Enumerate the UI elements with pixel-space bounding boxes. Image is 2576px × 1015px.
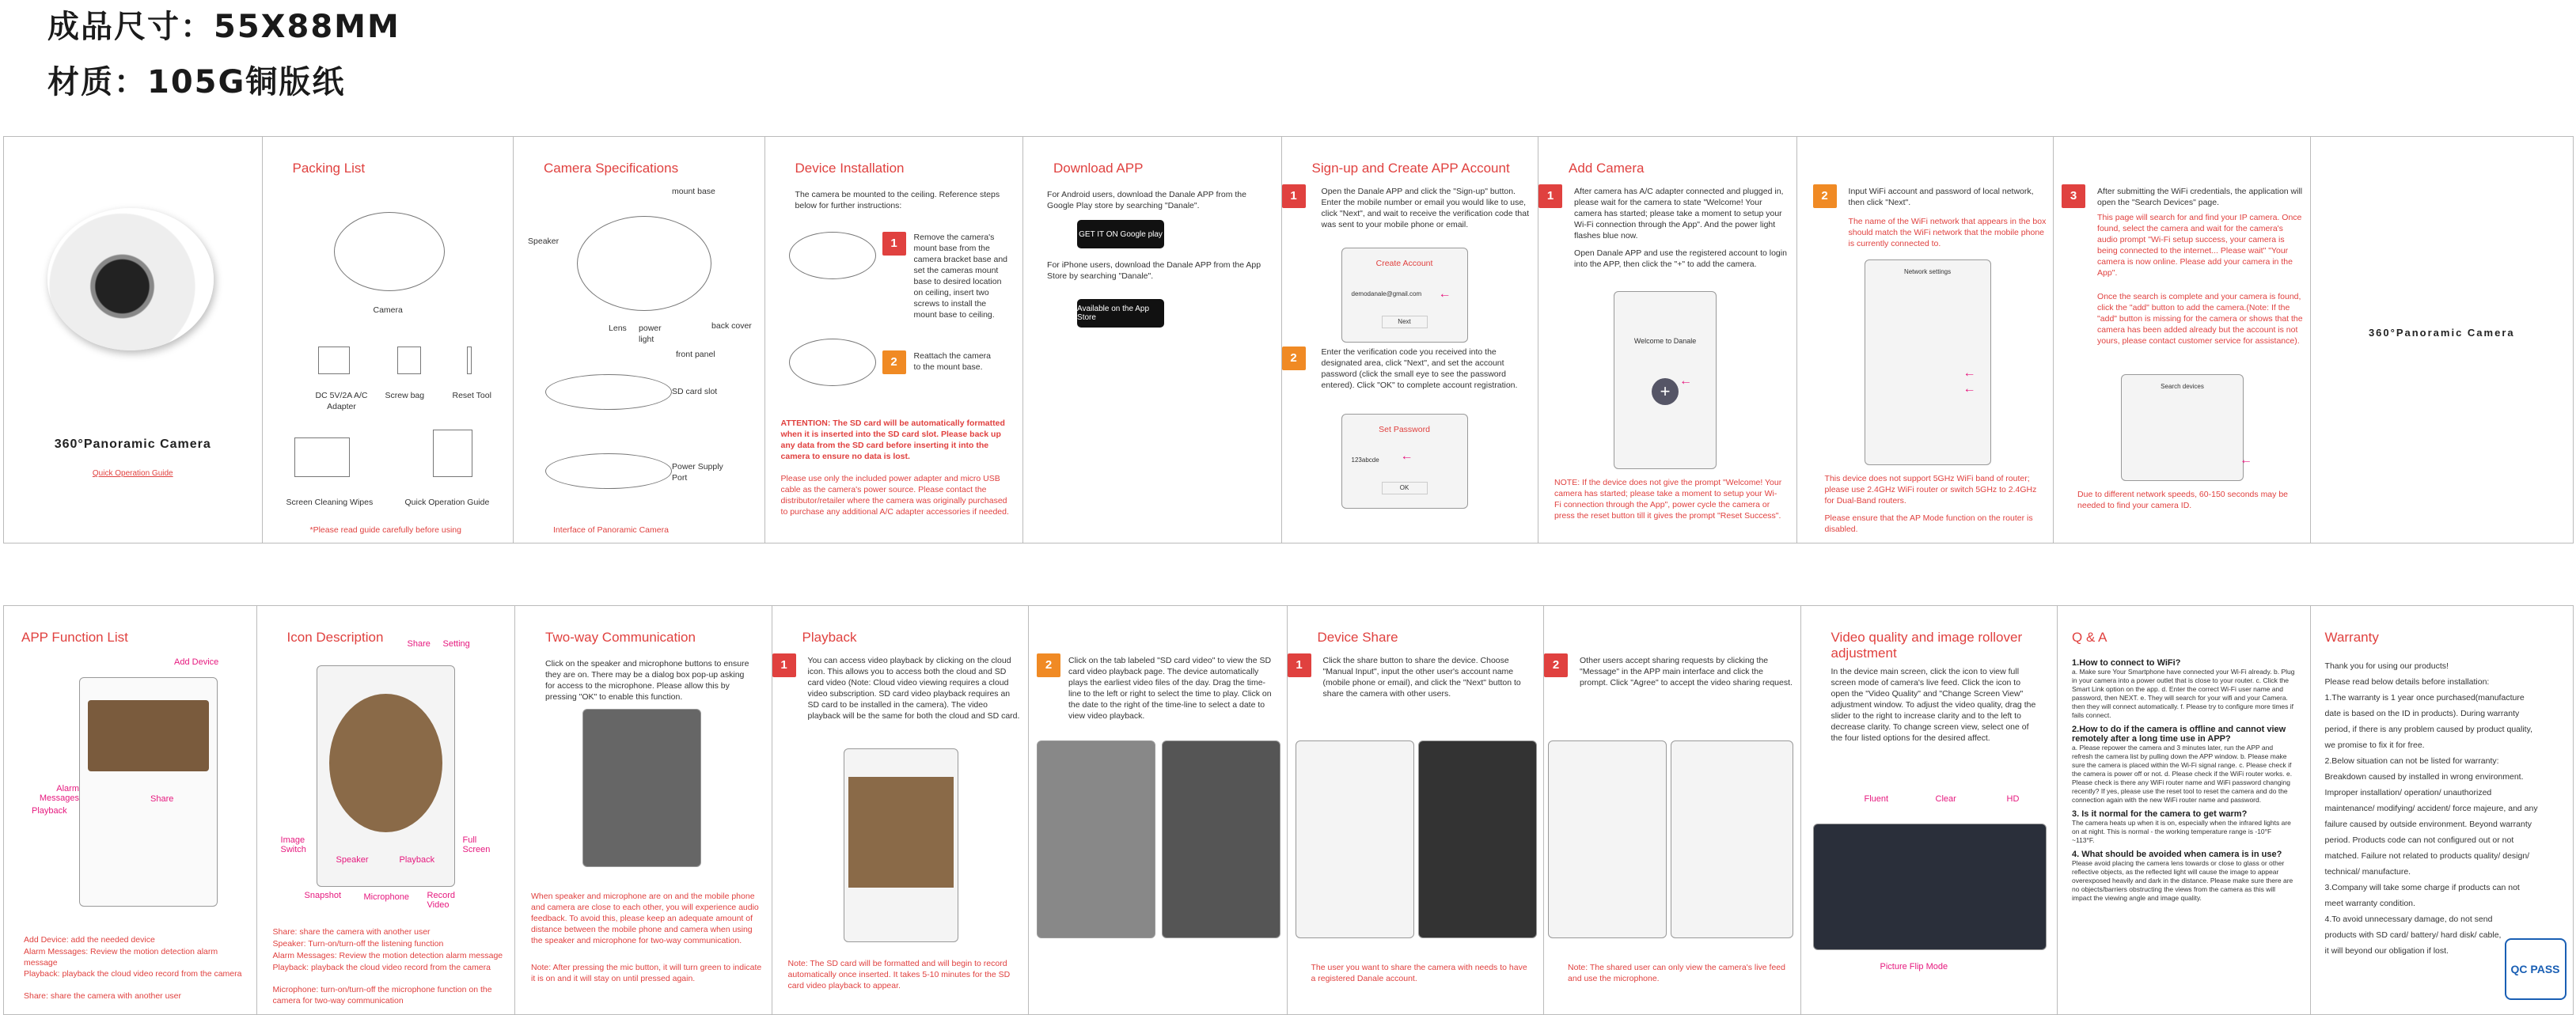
message-screen: [1548, 740, 1667, 938]
panel-devshare: [1288, 606, 1545, 1014]
icon-playback: Playback: [399, 855, 435, 865]
accept-red: Note: The shared user can only view the camera's live feed and use the microphone.: [1568, 963, 1785, 983]
download-android: For Android users, download the Danale APP from the Google Play store by searching "Danale".: [1047, 190, 1246, 210]
panel-qa: [2058, 606, 2311, 1014]
install-step2: Reattach the camera to the mount base.: [913, 351, 991, 372]
sd-label: Search devices: [2161, 383, 2204, 390]
icon-full: Full Screen: [462, 835, 491, 854]
panel-specs: [514, 137, 765, 543]
wifi-note2: Please ensure that the AP Mode function on the router is disabled.: [1824, 513, 2033, 534]
panel-func: [4, 606, 257, 1014]
specs-title: Camera Specifications: [544, 161, 679, 176]
email-value: demodanale@gmail.com: [1351, 290, 1422, 297]
quality-screen: [1813, 824, 2047, 950]
setpw-label: Set Password: [1379, 425, 1430, 434]
sd-video-screen: [1037, 740, 1155, 938]
spec-back: back cover: [711, 321, 752, 331]
spec-front: front panel: [676, 350, 715, 359]
specs-camera-drawing: [577, 216, 711, 311]
packing-guide: Quick Operation Guide: [404, 498, 490, 507]
qa-q4: 4. What should be avoided when camera is in use?: [2072, 850, 2282, 859]
spec-speaker: Speaker: [528, 237, 560, 246]
addcam-note: NOTE: If the device does not give the prompt "Welcome! Your camera has started; please take a moment to setup your Wi-Fi connection through the App", power cycle the camera or press the reset button till it gives the prompt "Reset Success".: [1554, 478, 1782, 521]
step-2-badge: 2: [882, 350, 906, 374]
pw-arrow-icon: ←: [1400, 449, 1413, 463]
icon-l4: Playback: playback the cloud video record from the camera: [272, 963, 491, 972]
playback-title: Playback: [802, 630, 857, 645]
warranty-title: Warranty: [2324, 630, 2379, 645]
icon-l2: Speaker: Turn-on/turn-off the listening function: [272, 939, 444, 949]
email-arrow-icon: ←: [1438, 287, 1451, 301]
download-ios: For iPhone users, download the Danale APP from the App Store by searching "Danale".: [1047, 260, 1261, 281]
add-arrow-icon: ←: [2240, 453, 2253, 467]
func-l2: Alarm Messages: Review the motion detection alarm message: [24, 947, 218, 968]
addcam-step1-badge: 1: [1538, 184, 1562, 208]
icon-image-switch: Image Switch: [280, 835, 306, 854]
twoway-red2: Note: After pressing the mic button, it will turn green to indicate it is on and it will stay on until pressed again.: [531, 963, 762, 983]
screw-icon: [397, 347, 421, 374]
wifi-note1: This device does not support 5GHz WiFi band of router; please use 2.4GHz WiFi router or switch 5GHz to 2.4GHz for Dual-Band routers.: [1824, 474, 2037, 506]
google-play-button[interactable]: GET IT ON Google play: [1077, 220, 1164, 248]
icon-l5: Microphone: turn-on/turn-off the microphone function on the camera for two-way communication: [272, 985, 492, 1006]
search-devices-screen: [2121, 374, 2244, 481]
row-bottom: [3, 605, 2574, 1015]
func-preview-image: [88, 700, 209, 771]
addcam-step1: After camera has A/C adapter connected and plugged in, please wait for the camera to state "Welcome! Your camera has started; please take a moment to setup your Wi-Fi connection through the App". And the power light flashes blue now.: [1574, 187, 1784, 240]
plus-arrow-icon: ←: [1679, 374, 1693, 388]
func-phone: [79, 677, 218, 907]
panel-signup: [1282, 137, 1539, 543]
ok-button[interactable]: OK: [1382, 482, 1428, 494]
header-material: 材质：105G铜版纸: [47, 64, 346, 100]
app-store-button[interactable]: Available on the App Store: [1077, 299, 1164, 328]
playback-phone: [844, 748, 958, 942]
panel-search: [2054, 137, 2311, 543]
twoway-red: When speaker and microphone are on and the mobile phone and camera are close to each other, you will experience audio feedback. To avoid this, please keep an adequate amount of distance between the mobile phone and camera when using the speaker and microphone for two-way communication.: [531, 892, 759, 945]
sdtab-text: Click on the tab labeled "SD card video" to view the SD card video playback page. The device automatically plays the earliest video files of the day. Drag the time-line to the left or right to select the time to play. Click on the date to the right of the time-line to select a date to view video playback.: [1068, 656, 1272, 721]
icon-setting-label: Setting: [442, 639, 470, 649]
quality-flip: Picture Flip Mode: [1880, 962, 1948, 971]
func-l3: Playback: playback the cloud video record from the camera: [24, 969, 242, 979]
qa-a1: a. Make sure Your Smartphone have connected your Wi-Fi already. b. Plug in your camera into a power outlet that is close to your router. c. Click the Smart Link option on the app. d. Enter the correct Wi-Fi user name and password, then NEXT. e. They will search for your wifi and your Camera. then they will connect automatically. f. Please try to configure more times if fails connect.: [2072, 668, 2295, 719]
camera-image: [47, 208, 214, 350]
panel-download: [1023, 137, 1282, 543]
mount-drawing: [789, 232, 876, 279]
cover-subtitle: Quick Operation Guide: [92, 469, 173, 478]
playback-badge: 1: [772, 653, 796, 677]
add-plus-icon[interactable]: +: [1652, 378, 1679, 405]
qa-q2: 2.How to do if the camera is offline and cannot view remotely after a long time use in APP?: [2072, 725, 2286, 744]
net-label: Network settings: [1903, 268, 1952, 275]
panel-sdtab: [1029, 606, 1288, 1014]
warranty-thanks: Thank you for using our products!: [2324, 661, 2449, 671]
packing-wipes: Screen Cleaning Wipes: [286, 498, 374, 507]
qa-a4: Please avoid placing the camera lens towards or close to glass or other reflective objects, as the reflected light will cause the image to appear overexposed heavily and dark in the distance. Please make sure there are no objects/barriers obstructing the views from the camera as this will impact the viewing angle and image quality.: [2072, 859, 2293, 902]
signup-step2: Enter the verification code you received into the designated area, click "Next", and set the account password (click the small eye to see the password entered). Click "OK" to complete account registration.: [1321, 347, 1518, 390]
panel-quality: [1801, 606, 2058, 1014]
packing-reset: Reset Tool: [452, 391, 491, 400]
welcome-label: Welcome to Danale: [1633, 337, 1697, 345]
spec-supply: Power Supply Port: [672, 462, 723, 483]
spec-lens: Lens: [609, 324, 627, 333]
row-top: [3, 136, 2574, 543]
quality-clear: Clear: [1935, 794, 1956, 804]
warranty-w2: 2.Below situation can not be listed for warranty: Breakdown caused by installed in wrong environment. Improper installation/ operation/ unauthorized maintenance/ modifying/ accident/ force majeure, and any failure caused by outside environment. Beyond warranty period. Products code can not configured out or not matched. Failure not related to products quality/ design/ technical/ manufacture.: [2324, 756, 2538, 877]
icon-share-label: Share: [407, 639, 431, 649]
icon-l1: Share: share the camera with another user: [272, 927, 431, 937]
func-playback-label: Playback: [32, 806, 67, 816]
icon-l3: Alarm Messages: Review the motion detection alarm message: [272, 951, 503, 960]
icon-speaker: Speaker: [336, 855, 369, 865]
playback-text: You can access video playback by clicking on the cloud icon. This allows you to access both the cloud and SD card video (Note: Cloud video viewing requires a cloud video subscription. SD card video playback requires an SD card to be installed in the camera). The video playback will be the same for both the cloud and SD card.: [807, 656, 1020, 721]
accept-badge: 2: [1544, 653, 1568, 677]
warranty-w3: 3.Company will take some charge if products can not meet warranty condition.: [2324, 883, 2520, 908]
twoway-title: Two-way Communication: [545, 630, 696, 645]
qa-q1: 1.How to connect to WiFi?: [2072, 658, 2181, 668]
panel-install: [765, 137, 1024, 543]
panel-cover: [4, 137, 263, 543]
search-red2: Once the search is complete and your camera is found, click the "add" button to add the camera.(Note: If the "add" button is missing for the camera or shows that the camera has been added already but the account is not yours, please contact customer service for assistance).: [2097, 292, 2303, 346]
qc-pass-stamp: QC PASS: [2505, 938, 2567, 1000]
qa-q3: 3. Is it normal for the camera to get warm?: [2072, 809, 2248, 819]
warranty-w1: 1.The warranty is 1 year once purchased(manufacture date is based on the ID in products). During warranty period, if there is any problem caused by product quality, we promise to fix it for free.: [2324, 693, 2532, 750]
install-title: Device Installation: [795, 161, 905, 176]
playback-red: Note: The SD card will be formatted and will begin to record automatically once inserted. It takes 5-10 minutes for the SD card video playback to appear.: [787, 959, 1011, 990]
twoway-text: Click on the speaker and microphone buttons to ensure they are on. There may be a dialog box pop-up asking for access to the microphone. Please allow this by pressing "OK" to enable this function.: [545, 659, 749, 702]
panel-packing: [263, 137, 514, 543]
panel-icons: [257, 606, 516, 1014]
signup-step2-badge: 2: [1282, 347, 1306, 370]
reset-icon: [467, 347, 472, 374]
quality-hd: HD: [2006, 794, 2020, 804]
qa-a3: The camera heats up when it is on, especially when the infrared lights are on at night. This is normal - the working temperature range is -10°F ~113°F.: [2072, 819, 2291, 844]
panel-warranty: [2311, 606, 2573, 1014]
playback-preview-image: [848, 777, 954, 888]
addcam-step1b: Open Danale APP and use the registered account to login into the APP, then click the "+" to add the camera.: [1574, 248, 1787, 269]
step-1-badge: 1: [882, 232, 906, 256]
icon-record: Record Video: [427, 891, 455, 910]
quality-title: Video quality and image rollover adjustment: [1831, 630, 2023, 661]
func-l1: Add Device: add the needed device: [24, 935, 155, 945]
guide-icon: [433, 430, 472, 477]
camera-drawing: [334, 212, 445, 291]
pw-value: 123abcde: [1351, 456, 1379, 464]
signup-step1-badge: 1: [1282, 184, 1306, 208]
install-attention: ATTENTION: The SD card will be automatically formatted when it is inserted into the SD card slot. Please back up any data from the SD card before inserting it into the camera to ensure no data is lost.: [780, 418, 1005, 461]
signup-step1: Open the Danale APP and click the "Sign-up" button. Enter the mobile number or email you would like to use, click "Next", and wait to receive the verification code that was sent to your mobile phone or email.: [1321, 187, 1530, 229]
search-step3-badge: 3: [2062, 184, 2085, 208]
func-alarm-label: Alarm Messages: [39, 784, 79, 803]
packing-screw: Screw bag: [385, 391, 425, 400]
cover-title: 360°Panoramic Camera: [54, 437, 211, 451]
create-label: Create Account: [1375, 259, 1433, 268]
wipes-icon: [294, 437, 350, 477]
search-red1: This page will search for and find your IP camera. Once found, select the camera and wait for the camera's audio prompt "Wi-Fi setup success, your camera is being connected to the internet... Please wait" "Your camera is now online. Please add your camera in the App".: [2097, 213, 2302, 278]
packing-note: *Please read guide carefully before using: [309, 525, 461, 535]
wifi-red: The name of the WiFi network that appears in the box should match the WiFi network that the mobile phone is currently connected to.: [1848, 217, 2047, 248]
icon-phone: [317, 665, 455, 887]
ssid-arrow-icon: ←: [1963, 366, 1976, 380]
sdtab-badge: 2: [1037, 653, 1060, 677]
devshare-text: Click the share button to share the device. Choose "Manual Input", input the other user's account name (mobile phone or email), and click the "Next" button to share the camera with other users.: [1322, 656, 1521, 699]
panel-playback: [772, 606, 1030, 1014]
qa-a2: a. Please repower the camera and 3 minutes later, run the APP and refresh the camera list by pulling down the APP window. b. Please make sure the camera is placed within the Wi-Fi signal range. c. Please check if the camera is power off or not. d. Please check if the WiFi router works. e. Please check is there any WiFi router name and WiFi password changing recently? If yes, please use the reset tool to reset the camera and do the connection again with the new WiFi router name and password.: [2072, 744, 2293, 804]
share-phone: [1296, 740, 1414, 938]
panel-back: [2311, 137, 2573, 543]
packing-camera: Camera: [373, 305, 403, 315]
func-share-label: Share: [150, 794, 174, 804]
warranty-read: Please read below details before installation:: [2324, 677, 2490, 687]
panel-wifi: [1797, 137, 2054, 543]
qa-title: Q & A: [2072, 630, 2107, 645]
warranty-w4: 4.To avoid unnecessary damage, do not send products with SD card/ battery/ hard disk/ cable, it will beyond our obligation if lost.: [2324, 915, 2502, 956]
spec-power: power light: [639, 324, 662, 344]
icon-mic: Microphone: [363, 892, 409, 902]
network-settings-screen: [1865, 259, 1991, 465]
icon-title: Icon Description: [286, 630, 384, 645]
func-add-label: Add Device: [174, 657, 219, 667]
search-due: Due to different network speeds, 60-150 seconds may be needed to find your camera ID.: [2077, 490, 2288, 510]
header-size: 成品尺寸：55X88MM: [47, 9, 400, 45]
packing-adapter: DC 5V/2A A/C Adapter: [315, 391, 368, 411]
install-intro: The camera be mounted to the ceiling. Reference steps below for further instructions:: [795, 190, 1000, 210]
icon-preview-image: [329, 694, 442, 832]
adapter-icon: [318, 347, 350, 374]
quality-text: In the device main screen, click the icon to view full screen mode of camera's live feed. Click the icon to open the "Video Quality" and "Change Screen View" adjustment window. To adjust the video quality, drag the slider to the right to increase clarity and to the left to decrease clarity. To change screen view, select one of the four listed options for the desired affect.: [1831, 667, 2036, 743]
quality-fluent: Fluent: [1864, 794, 1889, 804]
accept-text: Other users accept sharing requests by clicking the "Message" in the APP main interface and click the prompt. Click "Agree" to accept the video sharing request.: [1580, 656, 1793, 687]
back-title: 360°Panoramic Camera: [2368, 327, 2515, 339]
wifi-step2-badge: 2: [1813, 184, 1837, 208]
port-drawing: [545, 453, 672, 489]
devshare-title: Device Share: [1317, 630, 1398, 645]
download-title: Download APP: [1053, 161, 1144, 176]
agree-screen: [1671, 740, 1793, 938]
signup-title: Sign-up and Create APP Account: [1311, 161, 1510, 176]
search-step3: After submitting the WiFi credentials, the application will open the "Search Devices" page.: [2097, 187, 2303, 207]
panel-twoway: [515, 606, 772, 1014]
addcam-title: Add Camera: [1569, 161, 1645, 176]
icon-snapshot: Snapshot: [304, 891, 341, 900]
mic-dialog-screen: [582, 709, 701, 867]
spec-sd: SD card slot: [672, 387, 718, 396]
manual-input-screen: [1418, 740, 1537, 938]
welcome-screen: [1614, 291, 1717, 469]
sd-drawing: [545, 374, 672, 410]
next-button[interactable]: Next: [1382, 316, 1428, 328]
panel-accept: [1544, 606, 1801, 1014]
reattach-drawing: [789, 339, 876, 386]
calendar-screen: [1162, 740, 1280, 938]
func-l4: Share: share the camera with another user: [24, 991, 182, 1001]
packing-title: Packing List: [292, 161, 366, 176]
panel-addcam: [1538, 137, 1797, 543]
pw-field-arrow-icon: ←: [1963, 382, 1976, 396]
install-step1: Remove the camera's mount base from the camera bracket base and set the cameras mount base to desired location on ceiling, insert two screws to install the mount base to ceiling.: [913, 233, 1008, 320]
install-note: Please use only the included power adapter and micro USB cable as the camera's power source. Please contact the distributor/retailer where the camera was originally purchased to purchase any additional A/C adapter accessories if needed.: [780, 474, 1009, 517]
spec-mount: mount base: [672, 187, 715, 196]
devshare-red: The user you want to share the camera with needs to have a registered Danale account.: [1311, 963, 1527, 983]
devshare-badge: 1: [1288, 653, 1311, 677]
func-title: APP Function List: [21, 630, 128, 645]
specs-caption: Interface of Panoramic Camera: [553, 525, 669, 535]
wifi-step2: Input WiFi account and password of local network, then click "Next".: [1848, 187, 2034, 207]
